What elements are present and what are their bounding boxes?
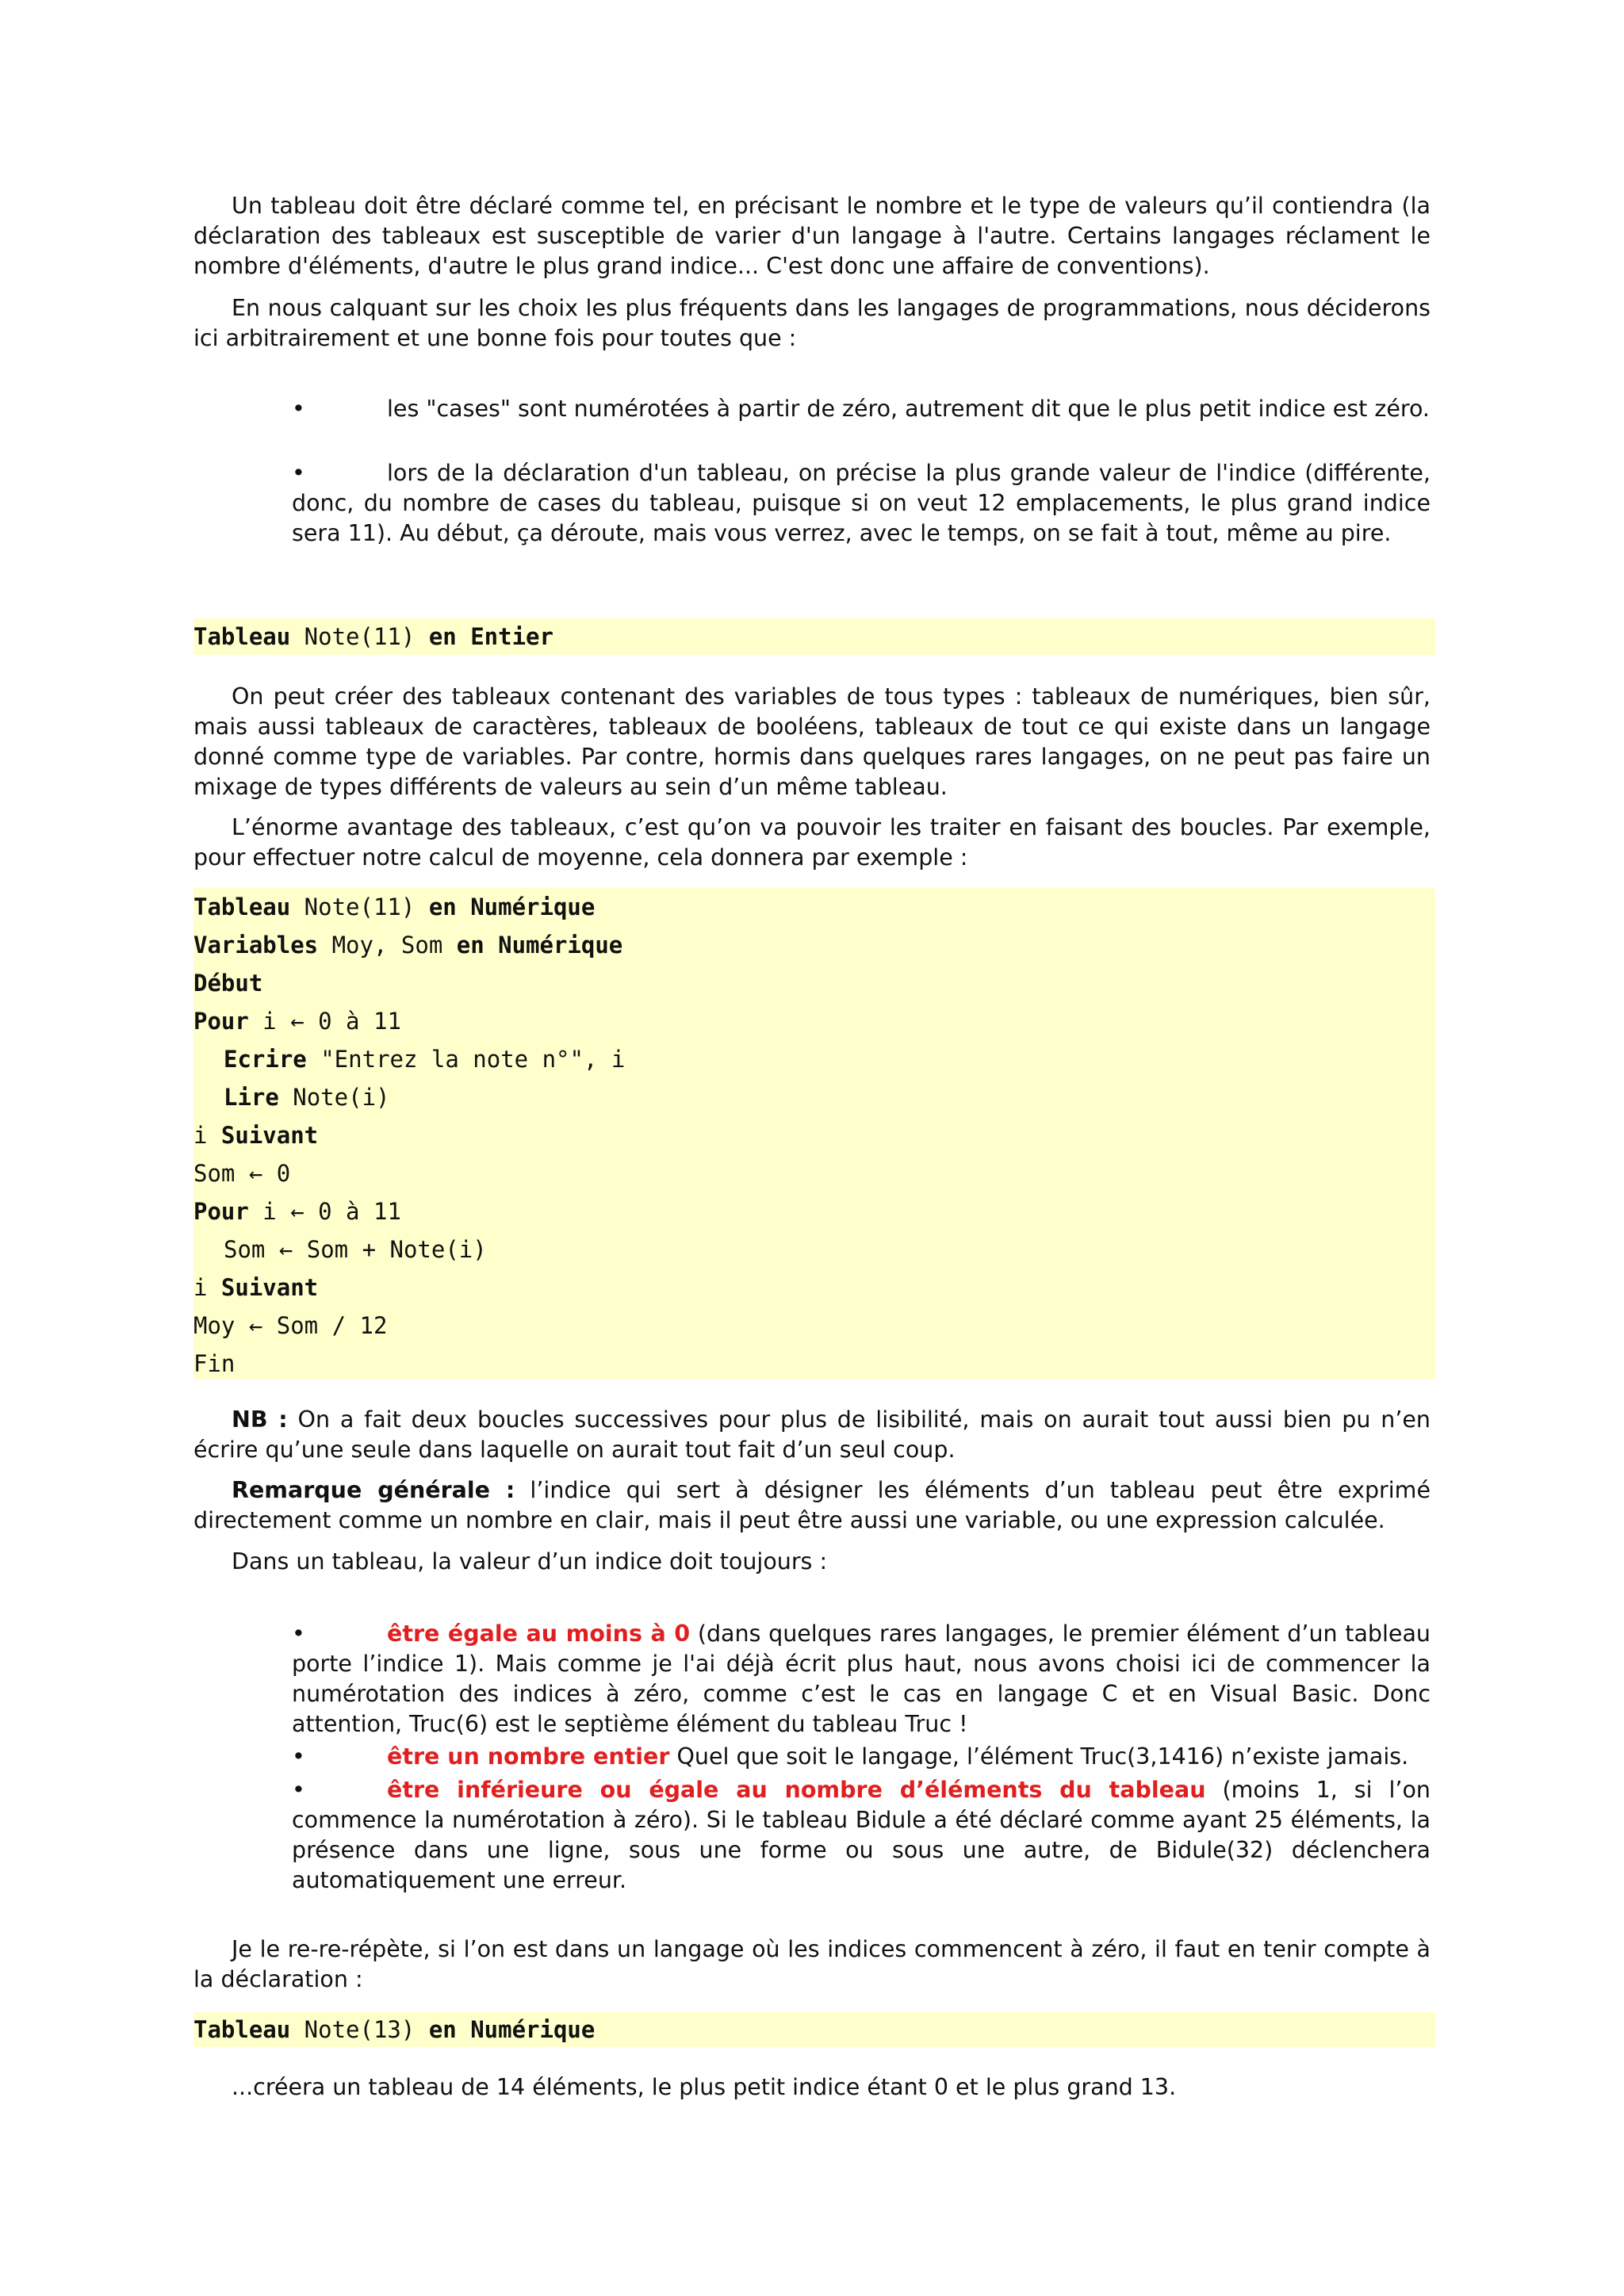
bullet-icon: • xyxy=(292,460,305,486)
code-line: Som ← Som + Note(i) xyxy=(224,1236,487,1263)
code-line: Tableau Note(11) en Numérique xyxy=(193,894,596,920)
code-block-declaration xyxy=(193,618,1435,655)
condition-item-3: • être inférieure ou égale au nombre d’éléments du tableau (moins 1, si l’on commence la numérotation à zéro). Si le tableau Bidule a été déclaré comme ayant 25 éléments, la présence dans une ligne, sous une forme ou sous une autre, de Bidule(32) déclenchera automatiquement une erreur. xyxy=(292,1777,1431,1893)
code-line: Tableau Note(11) en Entier xyxy=(193,623,553,650)
code-line: Variables Moy, Som en Numérique xyxy=(193,932,623,959)
code-line: Moy ← Som / 12 xyxy=(193,1312,388,1339)
rule-item-2 xyxy=(292,458,1431,549)
code-line: i Suivant xyxy=(193,1122,319,1149)
paragraph-conventions: En nous calquant sur les choix les plus fréquents dans les langages de programmations, nous déciderons ici arbitrairement et une bonne fois pour toutes que : xyxy=(193,295,1431,351)
code-line: Tableau Note(13) en Numérique xyxy=(193,2016,596,2043)
paragraph-declaration: Un tableau doit être déclaré comme tel, en précisant le nombre et le type de valeurs qu’il contiendra (la déclaration des tableaux est susceptible de varier d'un langage à l'autre. Certains langages réclament le nombre d'éléments, d'autre le plus grand indice... C'est donc une affaire de conventions). xyxy=(193,193,1431,279)
rule-item-1 xyxy=(292,394,1431,424)
code-line: Lire Note(i) xyxy=(224,1084,390,1111)
paragraph-remarque: Remarque générale : l’indice qui sert à désigner les éléments d’un tableau peut être exprimé directement comme un nombre en clair, mais il peut être aussi une variable, ou une expression calculée. xyxy=(193,1477,1431,1533)
code-block-average xyxy=(193,888,1435,1380)
code-line: i Suivant xyxy=(193,1274,319,1301)
bullet-icon: • xyxy=(292,396,305,422)
code-line: Pour i ← 0 à 11 xyxy=(193,1008,401,1035)
paragraph-types: On peut créer des tableaux contenant des variables de tous types : tableaux de numériques, bien sûr, mais aussi tableaux de caractères, tableaux de booléens, tableaux de tout ce qui existe dans un langage donné comme type de variables. Par contre, hormis dans quelques rares langages, on ne peut pas faire un mixage de types différents de valeurs au sein d’un même tableau. xyxy=(193,683,1431,800)
code-line: Début xyxy=(193,970,263,997)
bullet-icon: • xyxy=(292,1743,305,1770)
condition-item-2: • être un nombre entier Quel que soit le langage, l’élément Truc(3,1416) n’existe jamais. xyxy=(292,1742,1431,1772)
code-block-declaration-13 xyxy=(193,2012,1435,2047)
code-line: Pour i ← 0 à 11 xyxy=(193,1198,401,1225)
paragraph-conclusion: ...créera un tableau de 14 éléments, le plus petit indice étant 0 et le plus grand 13. xyxy=(232,2074,1177,2100)
paragraph-index-rules: Dans un tableau, la valeur d’un indice doit toujours : xyxy=(232,1548,828,1575)
code-line: Fin xyxy=(193,1350,236,1377)
paragraph-reminder: Je le re-re-répète, si l’on est dans un langage où les indices commencent à zéro, il faut en tenir compte à la déclaration : xyxy=(193,1936,1431,1992)
code-line: Ecrire "Entrez la note n°", i xyxy=(224,1046,626,1073)
bullet-icon: • xyxy=(292,1777,305,1803)
paragraph-nb: NB : On a fait deux boucles successives pour plus de lisibilité, mais on aurait tout aussi bien pu n’en écrire qu’une seule dans laquelle on aurait tout fait d’un seul coup. xyxy=(193,1406,1431,1463)
paragraph-loops: L’énorme avantage des tableaux, c’est qu’on va pouvoir les traiter en faisant des boucles. Par exemple, pour effectuer notre calcul de moyenne, cela donnera par exemple : xyxy=(193,814,1431,871)
rule-text-1: les "cases" sont numérotées à partir de zéro, autrement dit que le plus petit indice est zéro. xyxy=(387,396,1430,422)
code-line: Som ← 0 xyxy=(193,1160,291,1187)
rule-text-2: lors de la déclaration d'un tableau, on précise la plus grande valeur de l'indice (différente, donc, du nombre de cases du tableau, puisque si on veut 12 emplacements, le plus grand indice sera 11). Au début, ça déroute, mais vous verrez, avec le temps, on se fait à tout, même au pire. xyxy=(292,460,1431,546)
bullet-icon: • xyxy=(292,1621,305,1647)
condition-item-1: • être égale au moins à 0 (dans quelques rares langages, le premier élément d’un tableau porte l’indice 1). Mais comme je l'ai déjà écrit plus haut, nous avons choisi ici de commencer la numérotation des indices à zéro, comme c’est le cas en langage C et en Visual Basic. Donc attention, Truc(6) est le septième élément du tableau Truc ! xyxy=(292,1621,1431,1737)
